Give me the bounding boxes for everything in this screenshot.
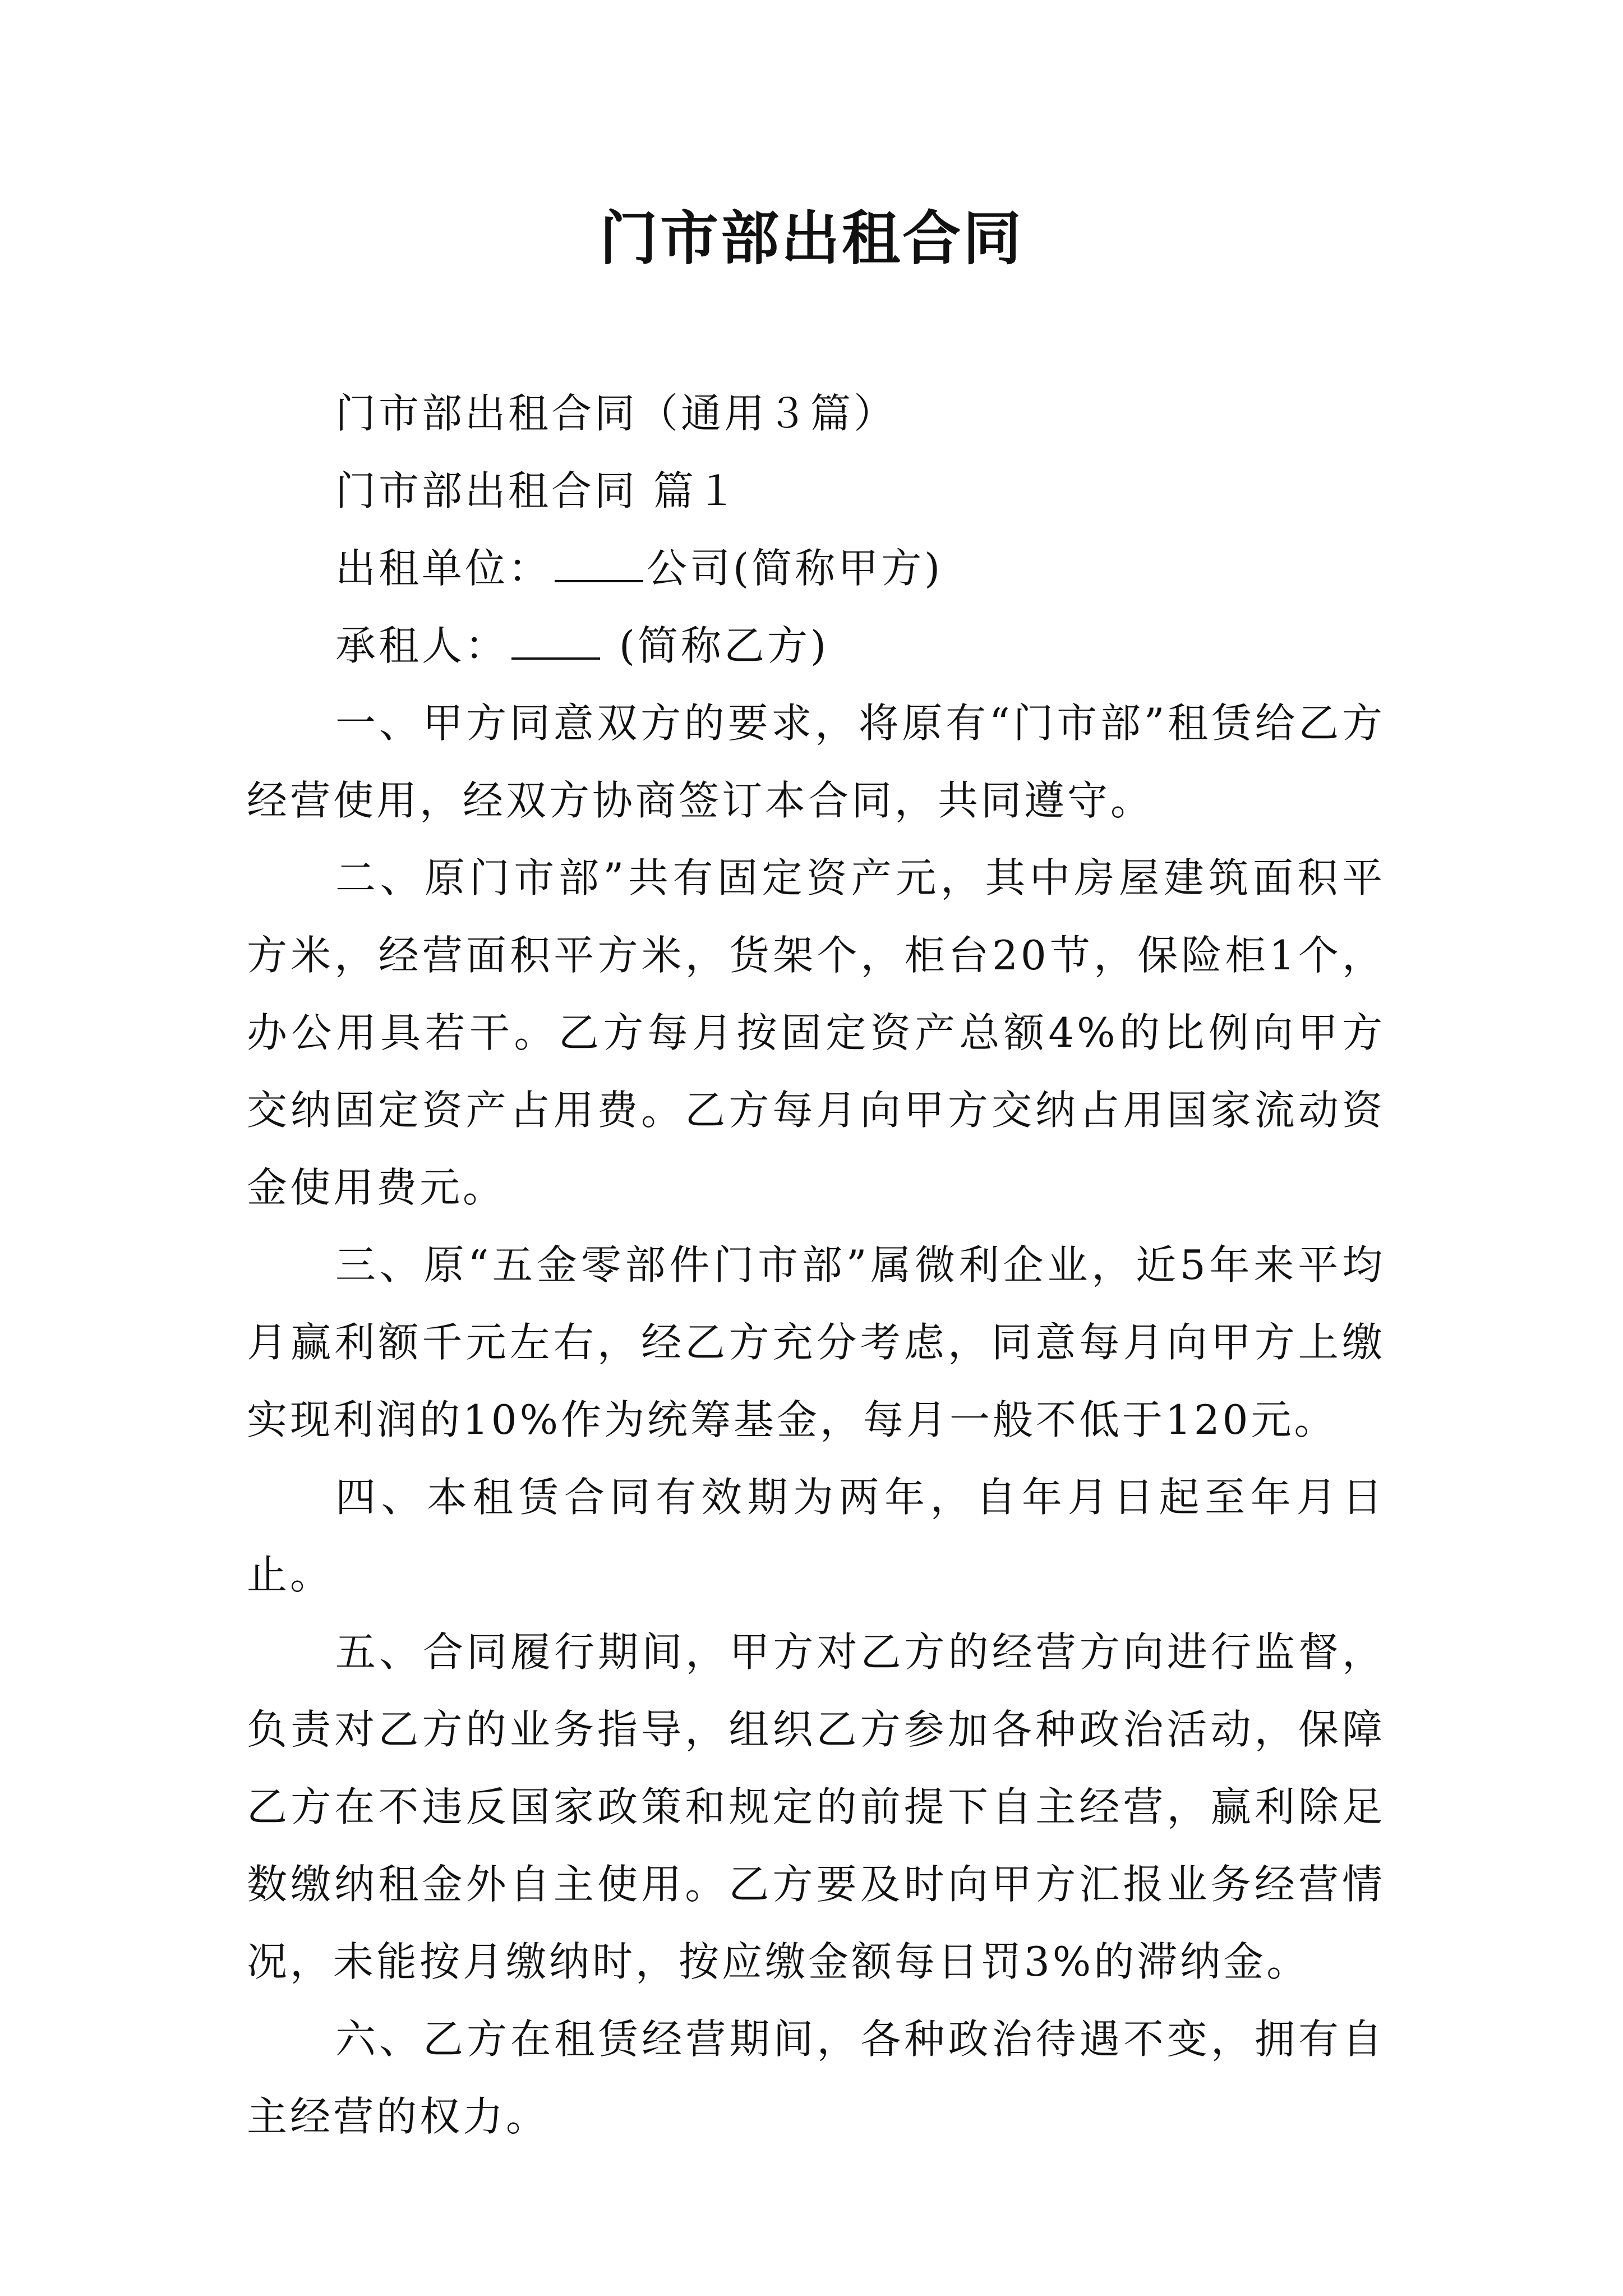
document-subtitle: 门市部出租合同（通用３篇） [335,390,897,437]
lessor-blank [555,542,643,582]
document-title: 门市部出租合同 [599,204,1023,273]
clause-4: 四、本租赁合同有效期为两年，自年月日起至年月日止。 [247,1474,1385,1598]
lessor-line [247,530,1385,607]
clause-6: 六、乙方在租赁经营期间，各种政治待遇不变，拥有自主经营的权力。 [247,2016,1385,2140]
clause-2: 二、原门市部”共有固定资产元，其中房屋建筑面积平方米，经营面积平方米，货架个，柜台20节，保险柜1个，办公用具若干。乙方每月按固定资产总额4%的比例向甲方交纳固定资产占用费。乙方每月向甲方交纳占用国家流动资金使用费元。 [247,854,1385,1211]
lessee-blank [511,619,600,660]
lessee-label: 承租人： [335,622,509,669]
clause-3: 三、原“五金零部件门市部”属微利企业，近5年来平均月赢利额千元左右，经乙方充分考虑，同意每月向甲方上缴实现利润的10%作为统筹基金，每月一般不低于120元。 [247,1241,1385,1443]
section-heading: 门市部出租合同 篇１ [335,467,740,514]
clause-5: 五、合同履行期间，甲方对乙方的经营方向进行监督，负责对乙方的业务指导，组织乙方参加各种政治活动，保障乙方在不违反国家政策和规定的前提下自主经营，赢利除足数缴纳租金外自主使用。乙方要及时向甲方汇报业务经营情况，未能按月缴纳时，按应缴金额每日罚3%的滞纳金。 [247,1628,1385,1985]
lessor-label: 出租单位： [335,545,552,592]
lessor-suffix: 公司(简称甲方) [647,545,943,592]
document-body [247,375,1385,2155]
clause-1: 一、甲方同意双方的要求，将原有“门市部”租赁给乙方经营使用，经双方协商签订本合同，共同遵守。 [247,700,1385,824]
lessee-suffix: (简称乙方) [603,622,829,669]
lessee-line [247,607,1385,684]
